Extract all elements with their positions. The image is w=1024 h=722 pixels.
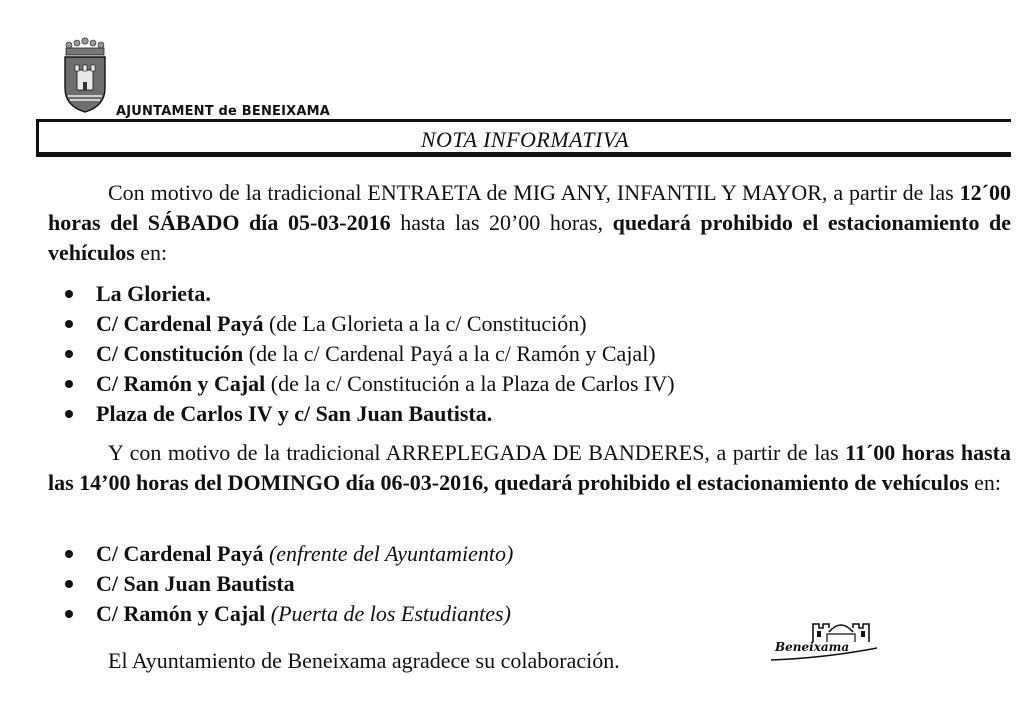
list-item [48,369,675,399]
notice-1-prohibition: quedará prohibido el estacionamiento de vehículos [48,210,1012,265]
coat-of-arms-icon [60,36,110,114]
list-item [48,599,513,629]
title-box [36,119,1011,157]
notice-1-intro: Con motivo de la tradicional ENTRAETA de MIG ANY, INFANTIL Y MAYOR, a partir de las [108,180,960,205]
bullet-icon [65,380,73,388]
street-detail: (de La Glorieta a la c/ Constitución) [263,311,587,336]
beneixama-logo [765,618,883,666]
street-name: C/ San Juan Bautista [96,571,295,596]
street-list-1 [48,279,675,429]
notice-1-time: 12´00 horas del SÁBADO día 05-03-2016 [48,180,1011,235]
list-item [48,399,675,429]
street-name: C/ Cardenal Payá [96,311,264,336]
list-item [48,539,513,569]
notice-2-intro: Y con motivo de la tradicional ARREPLEGADA DE BANDERES, a partir de las [108,440,846,465]
notice-1-intro-3: en: [134,240,168,265]
notice-1-intro-2: hasta las 20’00 horas, [390,210,613,235]
bullet-icon [65,350,73,358]
organization-name: AJUNTAMENT de BENEIXAMA [116,104,331,119]
bullet-icon [65,550,73,558]
bullet-icon [65,410,73,418]
street-name: C/ Cardenal Payá [96,541,264,566]
page-title: NOTA INFORMATIVA [420,127,630,152]
street-name: C/ Ramón y Cajal [96,601,266,626]
list-item [48,339,675,369]
street-detail: (de la c/ Constitución a la Plaza de Carlos IV) [265,371,675,396]
street-name: La Glorieta. [96,281,211,306]
notice-2-intro-2: en: [968,470,1001,495]
bullet-icon [65,290,73,298]
list-item [48,309,675,339]
notice-paragraph-2 [48,438,1011,498]
bullet-icon [65,320,73,328]
logo-text: Beneixama [775,640,850,654]
list-item [48,569,513,599]
street-detail: (enfrente del Ayuntamiento) [263,541,514,566]
list-item [48,279,675,309]
street-name: C/ Ramón y Cajal [96,371,266,396]
street-name: Plaza de Carlos IV y c/ San Juan Bautista. [96,401,493,426]
street-detail: (Puerta de los Estudiantes) [265,601,511,626]
closing-text: El Ayuntamiento de Beneixama agradece su colaboración. [108,648,620,673]
notice-paragraph-1 [48,178,1011,268]
bullet-icon [65,610,73,618]
bullet-icon [65,580,73,588]
street-name: C/ Constitución [96,341,244,366]
notice-2-time: 11´00 horas hasta las 14’00 horas del DOMINGO día 06-03-2016, quedará prohibido el estacionamiento de vehículos [48,440,1011,495]
street-detail: (de la c/ Cardenal Payá a la c/ Ramón y Cajal) [243,341,656,366]
street-list-2 [48,539,513,629]
